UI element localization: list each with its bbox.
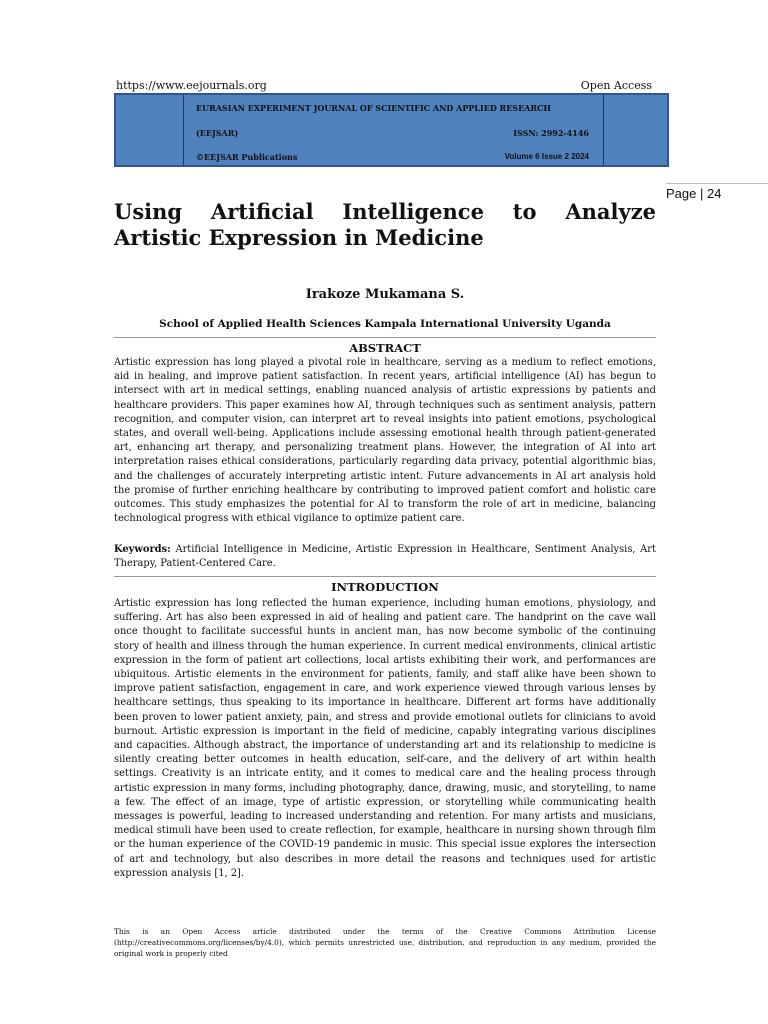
journal-volume: Volume 6 Issue 2 2024 (504, 152, 589, 161)
license-footer (114, 926, 656, 959)
article-author: Irakoze Mukamana S. (305, 287, 465, 302)
page-number: Page | 24 (666, 183, 768, 201)
abstract-text (114, 356, 656, 526)
license-text: This is an Open Access article distributed under the terms of the Creative Commons Attribution License (http://creativecommons.org/licenses/by/4.0), which permits unrestricted use, distribution, and reproduction in any medium, provided the original work is properly cited (114, 927, 656, 958)
introduction-text (114, 597, 656, 881)
article-title: Using Artificial Intelligence to Analyze Artistic Expression in Medicine (114, 199, 656, 250)
divider (114, 576, 656, 577)
journal-issn: ISSN: 2992-4146 (513, 128, 589, 138)
keywords (114, 543, 656, 571)
journal-banner-inner (183, 95, 604, 165)
abstract-heading: ABSTRACT (349, 341, 421, 355)
journal-abbrev: (EEJSAR) (196, 128, 239, 138)
introduction-body: Artistic expression has long reflected the human experience, including human emotions, physiology, and suffering. Art has also been expressed in aid of healing and patient care. The handprint on the cave wall once thought to facilitate successful hunts in ancient man, has now become symbolic of the continuing story of health and illness through the human experience. In current medical environments, clinical artistic expression in the form of patient art collections, local artists exhibiting their work, and performances are ubiquitous. Artistic elements in the environment for patients, family, and staff alike have been shown to improve patient satisfaction, engagement in care, and work experience viewed through various lenses by healthcare settings, thus speaking to its importance in healthcare. Different art forms have additionally been proven to lower patient anxiety, pain, and stress and provide emotional outlets for clinicians to avoid burnout. Artistic expression is important in the field of medicine, capably integrating various disciplines and capacities. Although abstract, the importance of understanding art and its relationship to medicine is silently creating better outcomes in health education, self-care, and the delivery of art within health settings. Creativity is an intricate entity, and it comes to medical care and the healing process through artistic expression in many forms, including photography, dance, drawing, music, and storytelling, to name a few. The effect of an image, type of artistic expression, or storytelling while communicating health messages is powerful, leading to increased understanding and retention. For many artists and musicians, medical stimuli have been used to create reflection, for example, healthcare in nursing shown through film or the human experience of the COVID-19 pandemic in music. This special issue explores the intersection of art and technology, but also describes in more detail the reasons and techniques used for artistic expression analysis [1, 2]. (114, 598, 656, 879)
journal-banner (114, 93, 669, 167)
divider (114, 337, 656, 338)
open-access-label: Open Access (580, 79, 652, 92)
journal-publisher: ©EEJSAR Publications (196, 152, 298, 162)
abstract-body: Artistic expression has long played a pivotal role in healthcare, serving as a medium to reflect emotions, aid in healing, and improve patient satisfaction. In recent years, artificial intelligence (AI) has begun to intersect with art in medical settings, enabling nuanced analysis of artistic expressions by patients and healthcare providers. This paper examines how AI, through techniques such as sentiment analysis, pattern recognition, and computer vision, can interpret art to reveal insights into patient emotions, psychological states, and overall well-being. Applications include assessing emotional health through patient-generated art, enhancing art therapy, and personalizing treatment plans. However, the integration of AI into art interpretation raises ethical considerations, particularly regarding data privacy, potential algorithmic bias, and the challenges of accurately interpreting artistic intent. Future advancements in AI art analysis hold the promise of further enriching healthcare by contributing to improved patient comfort and holistic care outcomes. This study emphasizes the potential for AI to transform the role of art in medicine, balancing technological progress with ethical vigilance to optimize patient care. (114, 357, 656, 525)
page-header (116, 79, 652, 92)
introduction-heading: INTRODUCTION (331, 580, 439, 594)
journal-url[interactable]: https://www.eejournals.org (116, 79, 267, 92)
author-affiliation: School of Applied Health Sciences Kampala International University Uganda (159, 318, 611, 330)
keywords-list: Artificial Intelligence in Medicine, Artistic Expression in Healthcare, Sentiment Analysis, Art Therapy, Patient-Centered Care. (114, 544, 656, 570)
keywords-label: Keywords: (114, 544, 171, 555)
journal-name: EURASIAN EXPERIMENT JOURNAL OF SCIENTIFIC AND APPLIED RESEARCH (196, 103, 551, 113)
